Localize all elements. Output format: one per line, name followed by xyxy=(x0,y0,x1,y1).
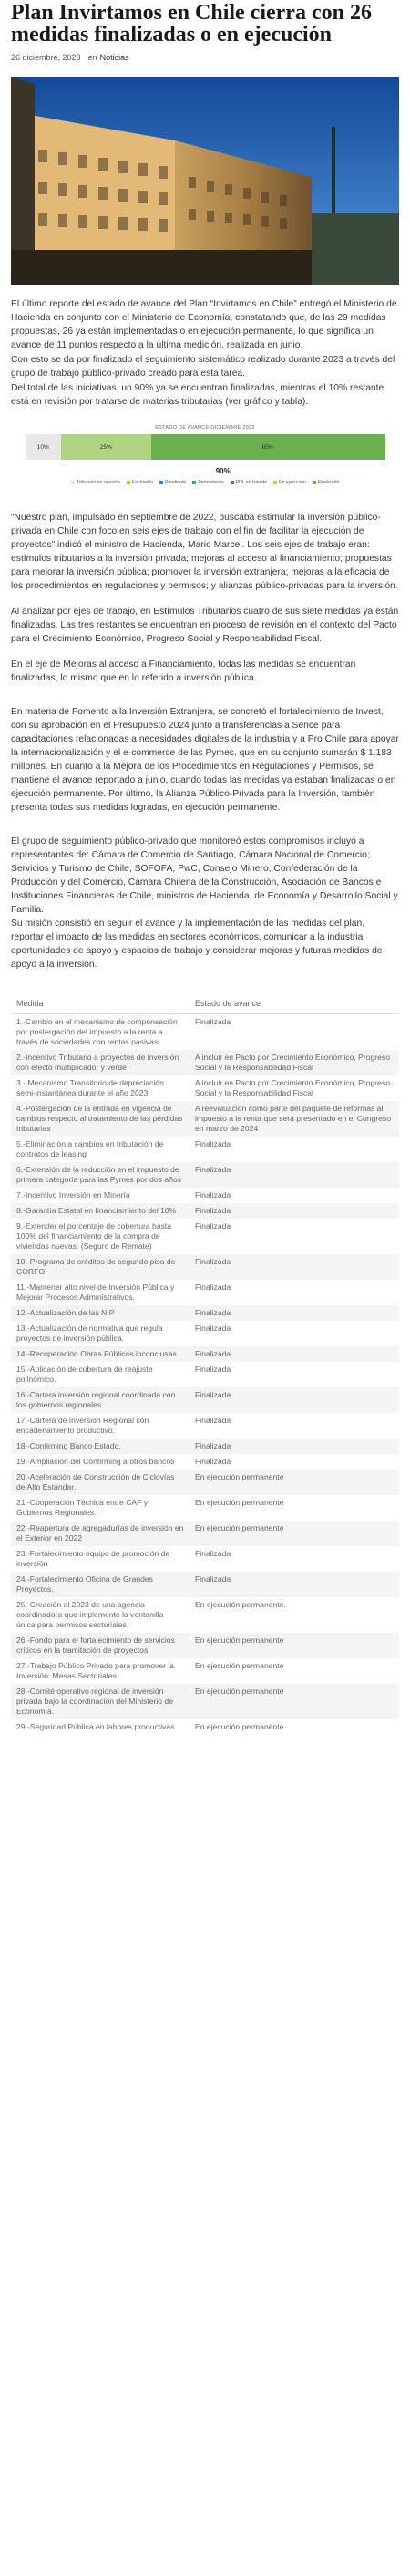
legend-item xyxy=(71,480,120,485)
paragraph-total: Del total de las iniciativas, un 90% ya se encuentran finalizadas, mientras el 10% restante está en revisión por tratarse de materias tributarias (ver gráfico y tabla). xyxy=(11,383,384,407)
table-row xyxy=(11,1254,399,1280)
table-row xyxy=(11,1280,399,1305)
status-cell: En ejecución permanente xyxy=(190,1684,399,1719)
table-row xyxy=(11,1413,399,1439)
legend-swatch xyxy=(127,481,130,484)
legend-label: En ejecución xyxy=(279,480,306,485)
legend-item xyxy=(192,480,223,485)
measure-cell: 27.-Trabajo Público Privado para promover la Inversión: Mesas Sectoriales. xyxy=(16,1661,175,1680)
header-medida: Medida xyxy=(11,993,190,1014)
measure-cell: 23.-Fortalecimiento equipo de promoción de inversión xyxy=(16,1549,170,1568)
legend-label: Pendiente xyxy=(164,480,187,485)
measure-cell: 29.-Seguridad Pública en labores productivas xyxy=(16,1722,175,1731)
bracket-spacer xyxy=(26,462,62,471)
status-cell: En ejecución permanente. xyxy=(195,1600,286,1609)
table-row xyxy=(11,1495,399,1521)
measure-cell: 3.- Mecanismo Transitorio de depreciación semi-instantánea durante el año 2023 xyxy=(16,1078,164,1097)
table-row xyxy=(11,1014,399,1051)
status-cell: Finalizada xyxy=(195,1139,231,1148)
status-cell: A incluir en Pacto por Crecimiento Económico, Progreso Social y la Responsabilidad Fiscal xyxy=(195,1078,390,1097)
bracket-line xyxy=(61,462,385,465)
table-row xyxy=(11,1719,399,1735)
table-row xyxy=(11,1439,399,1454)
legend-item xyxy=(273,480,306,485)
status-cell: Finalizada xyxy=(195,1457,231,1466)
measure-cell: 14.-Recuperación Obras Públicas inconclusas. xyxy=(11,1346,190,1362)
legend-swatch xyxy=(273,481,277,484)
progress-chart xyxy=(26,425,385,485)
measure-cell: 22.-Reapertura de agregadurías de inversión en el Exterior en 2022 xyxy=(11,1521,190,1546)
status-cell: Finalizada xyxy=(195,1549,231,1558)
status-cell: Finalizada xyxy=(195,1017,231,1026)
table-row xyxy=(11,1684,399,1719)
table-row xyxy=(11,1346,399,1362)
table-row xyxy=(11,1162,399,1188)
measure-cell: 1.-Cambio en el mecanismo de compensación por postergación del impuesto a la renta a través de sociedades con rentas pasivas xyxy=(16,1017,178,1046)
status-cell: En ejecución permanente xyxy=(195,1722,284,1731)
paragraph-ejes: Al analizar por ejes de trabajo, en Estímulos Tributarios cuatro de sus siete medidas ya están finalizadas. Las tres restantes se encuentran en proceso de revisión en el contexto del Pacto para el Crecimiento Económico, Progreso Social y Responsabilidad Fiscal. xyxy=(11,607,399,644)
paragraph-intro: El último reporte del estado de avance del Plan “Invirtamos en Chile” entregó el Ministerio de Hacienda en conjunto con el Ministerio de Economía, constatando que, de las 29 medidas propuestas, 26 ya están implementadas o en ejecución permanente, lo que significa un avance de 11 puntos respecto a la última medición, realizada en junio. xyxy=(11,299,397,350)
status-cell: Finalizada xyxy=(190,1387,399,1413)
measure-cell: 2.-Incentivo Tributario a proyectos de inversión con efecto multiplicador y verde xyxy=(11,1050,190,1075)
measure-cell: 9.-Extender el porcentaje de cobertura hasta 100% del financiamiento de la compra de viviendas nuevas. (Seguro de Remate) xyxy=(16,1221,172,1251)
chart-legend xyxy=(26,480,385,485)
hero-image xyxy=(11,77,399,285)
table-row xyxy=(11,1546,399,1572)
legend-item xyxy=(159,480,186,485)
measure-cell: 10.-Programa de créditos de segundo piso de CORFO. xyxy=(11,1254,190,1280)
table-row xyxy=(11,1137,399,1162)
legend-label: En diseño xyxy=(131,480,153,485)
table-row xyxy=(11,1362,399,1387)
measure-cell: 16.-Cartera inversión regional coordinada con los gobiernos regionales. xyxy=(11,1387,190,1413)
table-row xyxy=(11,1101,399,1137)
table-row xyxy=(11,1305,399,1321)
legend-swatch xyxy=(313,481,316,484)
status-cell: Finalizada xyxy=(190,1346,399,1362)
measure-cell: 8.-Garantía Estatal en financiamiento del 10% xyxy=(11,1203,190,1219)
measure-cell: 21.-Cooperación Técnica entre CAF y Gobiernos Regionales. xyxy=(16,1498,149,1517)
status-cell: Finalizada xyxy=(190,1305,399,1321)
table-header-row xyxy=(11,993,399,1014)
table-row xyxy=(11,1454,399,1470)
header-estado: Estado de avance xyxy=(190,993,399,1014)
table-row xyxy=(11,1188,399,1203)
legend-label: Tributario en revisión xyxy=(76,480,120,485)
measure-cell: 18.-Confirming Banco Estado. xyxy=(11,1439,190,1454)
legend-label: Permanente xyxy=(198,480,224,485)
status-cell: A incluir en Pacto por Crecimiento Económico, Progreso Social y la Responsabilidad Fiscal xyxy=(190,1050,399,1075)
table-row xyxy=(11,1321,399,1346)
status-cell: En ejecución permanente xyxy=(190,1470,399,1495)
measure-cell: 5.-Eliminación a cambios en tributación de contratos de leasing xyxy=(16,1139,164,1158)
status-cell: Finalizada xyxy=(190,1254,399,1280)
measure-cell: 25.-Creación al 2023 de una agencia coordinadora que implemente la ventanilla única para permisos sectoriales. xyxy=(16,1600,164,1629)
status-cell: En ejecución permanente xyxy=(190,1633,399,1658)
legend-label: PDL en trámite xyxy=(235,480,267,485)
measure-cell: 4.-Postergación de la entrada en vigencia de cambios respecto al tratamiento de las pérdidas tributarias xyxy=(11,1101,190,1137)
status-cell: Finalizada xyxy=(190,1572,399,1597)
bar-segment: 65% xyxy=(151,434,385,460)
measure-cell: 11.-Mantener alto nivel de Inversión Pública y Mejorar Procesos Administrativos. xyxy=(16,1283,175,1302)
article-title: Plan Invirtamos en Chile cierra con 26 medidas finalizadas o en ejecución xyxy=(11,1,372,47)
category-prefix: en xyxy=(87,53,97,62)
measure-cell: 15.-Aplicación de cobertura de reajuste polinómico. xyxy=(16,1365,153,1384)
legend-item xyxy=(313,480,340,485)
table-row xyxy=(11,1633,399,1658)
table-row xyxy=(11,1219,399,1254)
status-cell: Finalizada xyxy=(195,1221,231,1231)
measure-cell: 6.-Extensión de la reducción en el impuesto de primera categoría para las Pymes por dos años xyxy=(11,1162,190,1188)
building-photo xyxy=(11,77,399,285)
paragraph-grupo: El grupo de seguimiento público-privado que monitoreó estos compromisos incluyó a representantes de: Cámara de Comercio de Santiago, Cámara Nacional de Comercio; Servicios y Turismo de Chile, SOFOFA, PwC, Consejo Minero, Confederación de la Producción y del Comercio, Cámara Chilena de la Construcción, Asociación de Bancos e Instituciones Financieras de Chile, ministros de Hacienda, de Economía y Desarrollo Social y Familia. xyxy=(11,836,398,915)
status-cell: En ejecución permanente xyxy=(195,1498,284,1507)
paragraph-seguimiento: Con esto se da por finalizado el seguimiento sistemático realizado durante 2023 a través del grupo de trabajo público-privado creado para esta tarea. xyxy=(11,355,395,379)
chart-title: ESTADO DE AVANCE DICIEMBRE 2023 xyxy=(155,425,255,431)
table-row xyxy=(11,1572,399,1597)
measure-cell: 17.-Cartera de Inversión Regional con encadenamiento productivo. xyxy=(16,1416,149,1435)
stacked-bar xyxy=(26,434,385,460)
status-cell: Finalizada xyxy=(195,1324,231,1333)
bar-segment: 25% xyxy=(61,434,151,460)
status-cell: En ejecución permanente xyxy=(190,1521,399,1546)
status-cell: Finalizada xyxy=(195,1190,231,1200)
table-row xyxy=(11,1470,399,1495)
measure-cell: 13.-Actualización de normativa que regula proyectos de inversión pública. xyxy=(16,1324,163,1343)
table-row xyxy=(11,1203,399,1219)
legend-swatch xyxy=(159,481,163,484)
table-row xyxy=(11,1050,399,1075)
legend-swatch xyxy=(71,481,75,484)
category-link[interactable]: Noticias xyxy=(99,53,129,62)
measures-table xyxy=(11,993,399,1735)
measure-cell: 26.-Fondo para el fortalecimiento de servicios críticos en la tramitación de proyectos xyxy=(11,1633,190,1658)
measure-cell: 24.-Fortalecimiento Oficina de Grandes Proyectos. xyxy=(11,1572,190,1597)
table-row xyxy=(11,1658,399,1684)
bracket xyxy=(61,462,385,475)
bar-segment: 10% xyxy=(26,434,62,460)
status-cell: Finalizada xyxy=(190,1203,399,1219)
status-cell: Finalizada xyxy=(190,1162,399,1188)
status-cell: Finalizada xyxy=(195,1283,231,1292)
status-cell: Finalizada xyxy=(195,1416,231,1425)
measure-cell: 28.-Comité operativo regional de inversión privada bajo la coordinación del Ministerio de Economía. xyxy=(11,1684,190,1719)
bracket-row xyxy=(26,462,385,475)
legend-swatch xyxy=(231,481,234,484)
table-row xyxy=(11,1075,399,1101)
article-date: 26 diciembre, 2023 xyxy=(11,53,81,62)
table-row xyxy=(11,1521,399,1546)
article-meta xyxy=(11,53,399,62)
measure-cell: 7.-Incentivo Inversión en Minería xyxy=(16,1190,130,1200)
paragraph-fomento: En materia de Fomento a la Inversión Extranjera, se concretó el fortalecimiento de Invest, con su aprobación en el Presupuesto 2024 junto a transferencias a Sence para capacitaciones relacionadas a necesidades digitales de la industria y a Pro Chile para apoyar la internacionalización y el e-commerce de las Pymes, que en su conjunto sumarán $ 1.183 millones. En cuanto a la Mejora de los Procedimientos en Regulaciones y Permisos, se mantiene el avance reportado a junio, cuando todas las medidas ya estaban finalizadas o en ejecución permanente. Por último, la Alianza Público-Privada para la Inversión, también presenta todas sus medidas logradas, en ejecución permanente. xyxy=(11,707,399,813)
legend-label: Finalizado xyxy=(317,480,340,485)
status-cell: A reevaluación como parte del paquete de reformas al impuesto a la renta que será presentado en el Congreso en marzo de 2024 xyxy=(190,1101,399,1137)
measure-cell: 12.-Actualización de las NIP xyxy=(11,1305,190,1321)
legend-item xyxy=(231,480,267,485)
measure-cell: 20.-Aceleración de Construcción de Ciclovías de Alto Estándar. xyxy=(11,1470,190,1495)
table-row xyxy=(11,1597,399,1633)
table-row xyxy=(11,1387,399,1413)
legend-swatch xyxy=(192,481,196,484)
status-cell: Finalizada xyxy=(190,1439,399,1454)
measure-cell: 19.-Ampliación del Confirming a otros bancos xyxy=(16,1457,175,1466)
legend-item xyxy=(127,480,153,485)
paragraph-quote: “Nuestro plan, impulsado en septiembre de 2022, buscaba estimular la inversión público-privada en Chile con foco en seis ejes de trabajo con el fin de facilitar la ejecución de proyectos” indicó el ministro de Hacienda, Mario Marcel. Los seis ejes de trabajo eran: estímulos tributarios a la inversión privada; mejoras al acceso al financiamiento; propuestas para mejorar la inversión pública; promover la inversión extranjera; mejoras a la eficacia de los procedimientos en regulaciones y permisos; y alianzas público-privadas para la inversión. xyxy=(11,513,398,591)
status-cell: En ejecución permanente xyxy=(195,1661,284,1670)
paragraph-financiamiento: En el eje de Mejoras al acceso a Financiamiento, todas las medidas se encuentran finalizadas, lo mismo que en lo referido a inversión pública. xyxy=(11,660,356,683)
paragraph-mision: Su misión consistió en seguir el avance y la implementación de las medidas del plan, reportar el impacto de las medidas en sectores económicos, comunicar a la industria oportunidades de apoyo y espacios de trabajo y considerar mejoras y futuras medidas de apoyo a la inversión. xyxy=(11,919,383,970)
status-cell: Finalizada xyxy=(195,1365,231,1374)
bracket-label: 90% xyxy=(215,467,231,475)
